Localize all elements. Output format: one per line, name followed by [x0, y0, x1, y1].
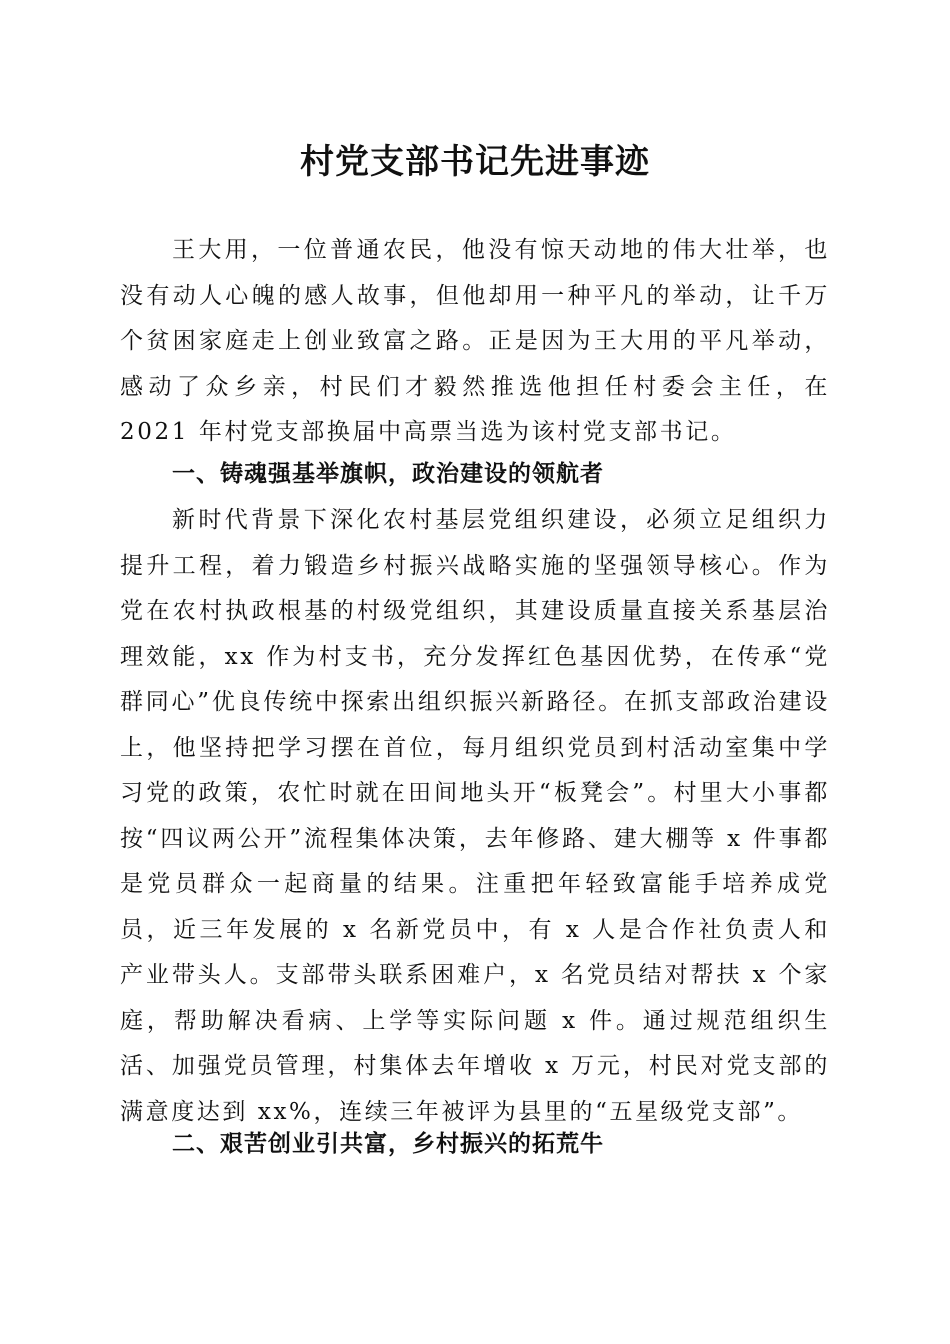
section-paragraph-1: 新时代背景下深化农村基层党组织建设，必须立足组织力提升工程，着力锻造乡村振兴战略实施的坚强领导核心。作为党在农村执政根基的村级党组织，其建设质量直接关系基层治理效能，xx 作为村支书，充分发挥红色基因优势，在传承“党群同心”优良传统中探索出组织振兴新路径。在抓支部政治建设上，他坚持把学习摆在首位，每月组织党员到村活动室集中学习党的政策，农忙时就在田间地头开“板凳会”。村里大小事都按“四议两公开”流程集体决策，去年修路、建大棚等 x 件事都是党员群众一起商量的结果。注重把年轻致富能手培养成党员，近三年发展的 x 名新党员中，有 x 人是合作社负责人和产业带头人。支部带头联系困难户，x 名党员结对帮扶 x 个家庭，帮助解决看病、上学等实际问题 x 件。通过规范组织生活、加强党员管理，村集体去年增收 x 万元，村民对党支部的满意度达到 xx%，连续三年被评为县里的“五星级党支部”。 — [120, 507, 830, 1125]
section-heading-1: 一、铸魂强基举旗帜，政治建设的领航者 — [172, 461, 604, 487]
section-heading-2: 二、艰苦创业引共富，乡村振兴的拓荒牛 — [172, 1131, 604, 1157]
intro-paragraph: 王大用，一位普通农民，他没有惊天动地的伟大壮举，也没有动人心魄的感人故事，但他却用一种平凡的举动，让千万个贫困家庭走上创业致富之路。正是因为王大用的平凡举动，感动了众乡亲，村民们才毅然推选他担任村委会主任，在 2021 年村党支部换届中高票当选为该村党支部书记。 — [120, 237, 830, 445]
document-title: 村党支部书记先进事迹 — [300, 142, 650, 182]
